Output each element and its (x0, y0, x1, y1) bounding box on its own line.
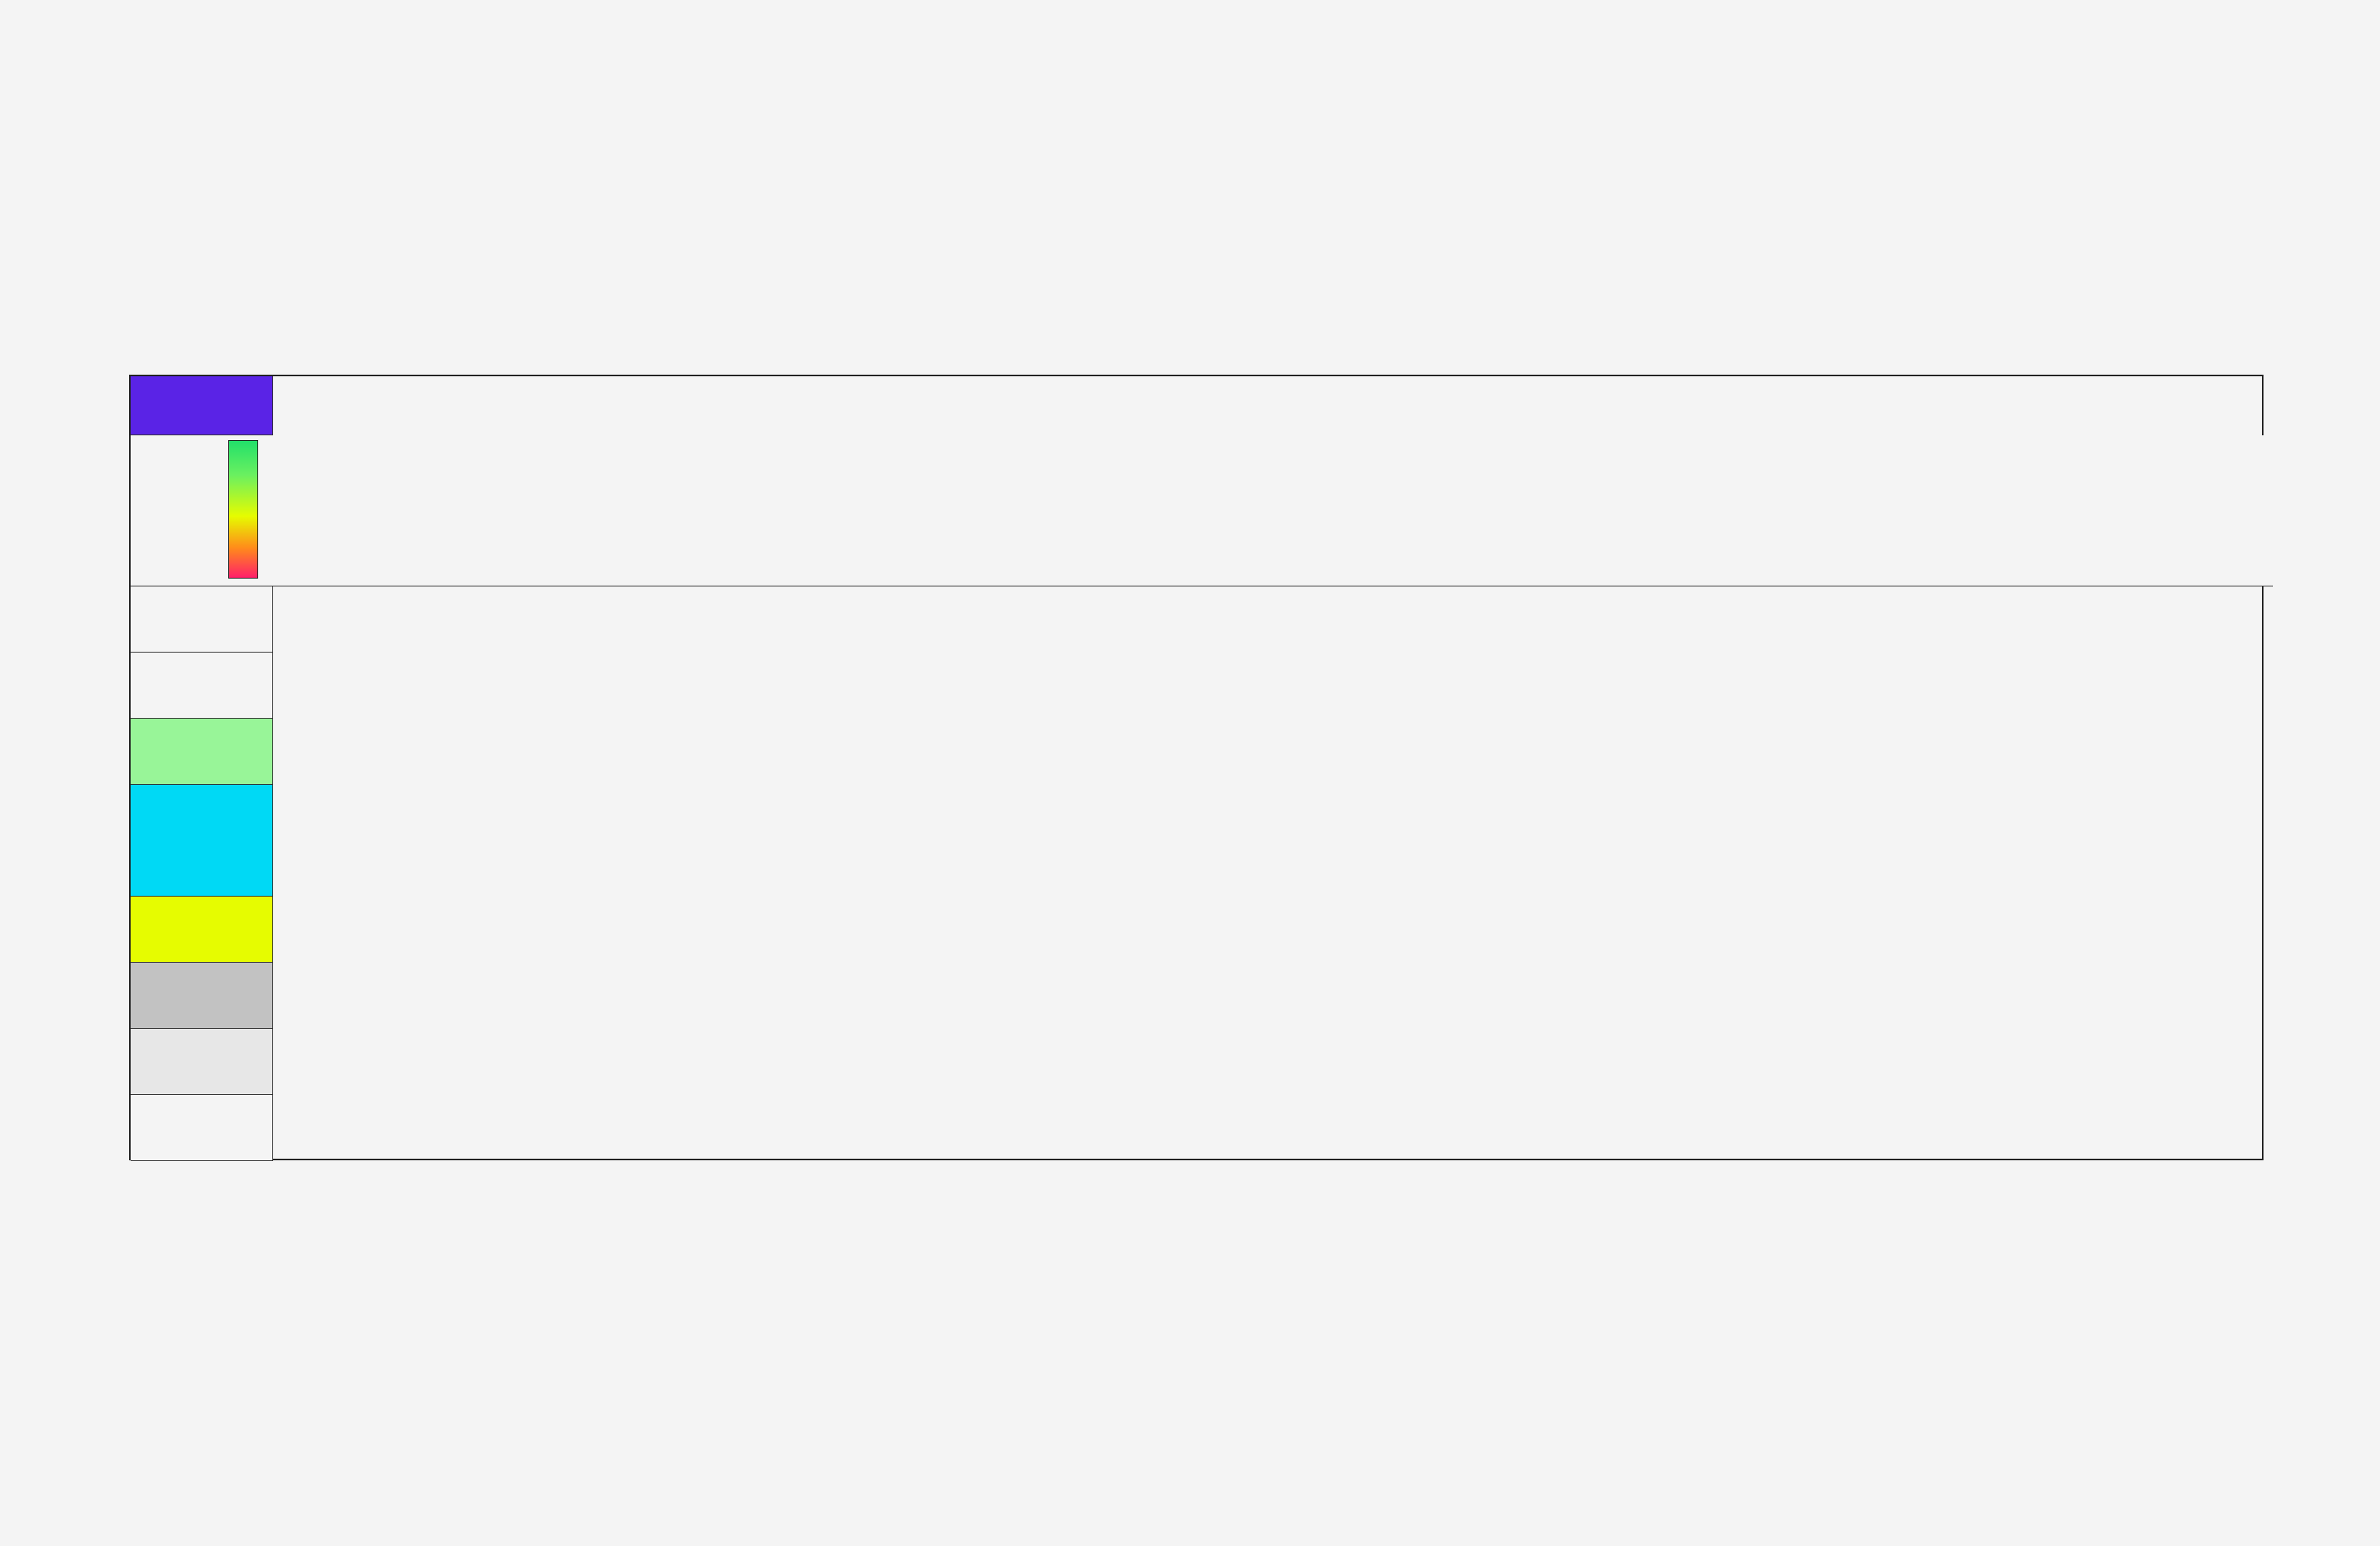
row-label-mental-model (131, 1095, 273, 1161)
row-label-goals (131, 719, 273, 785)
row-label-screen (131, 586, 273, 653)
row-label-pain-points (131, 963, 273, 1029)
row-label-context (131, 897, 273, 963)
row-label-behaviours (131, 785, 273, 897)
journey-map-table (129, 375, 2264, 1160)
emotion-curve (131, 435, 2262, 586)
row-label-stage (131, 376, 273, 435)
row-label-positives (131, 1029, 273, 1095)
emotion-row (131, 435, 2273, 586)
row-label-quotes (131, 653, 273, 719)
